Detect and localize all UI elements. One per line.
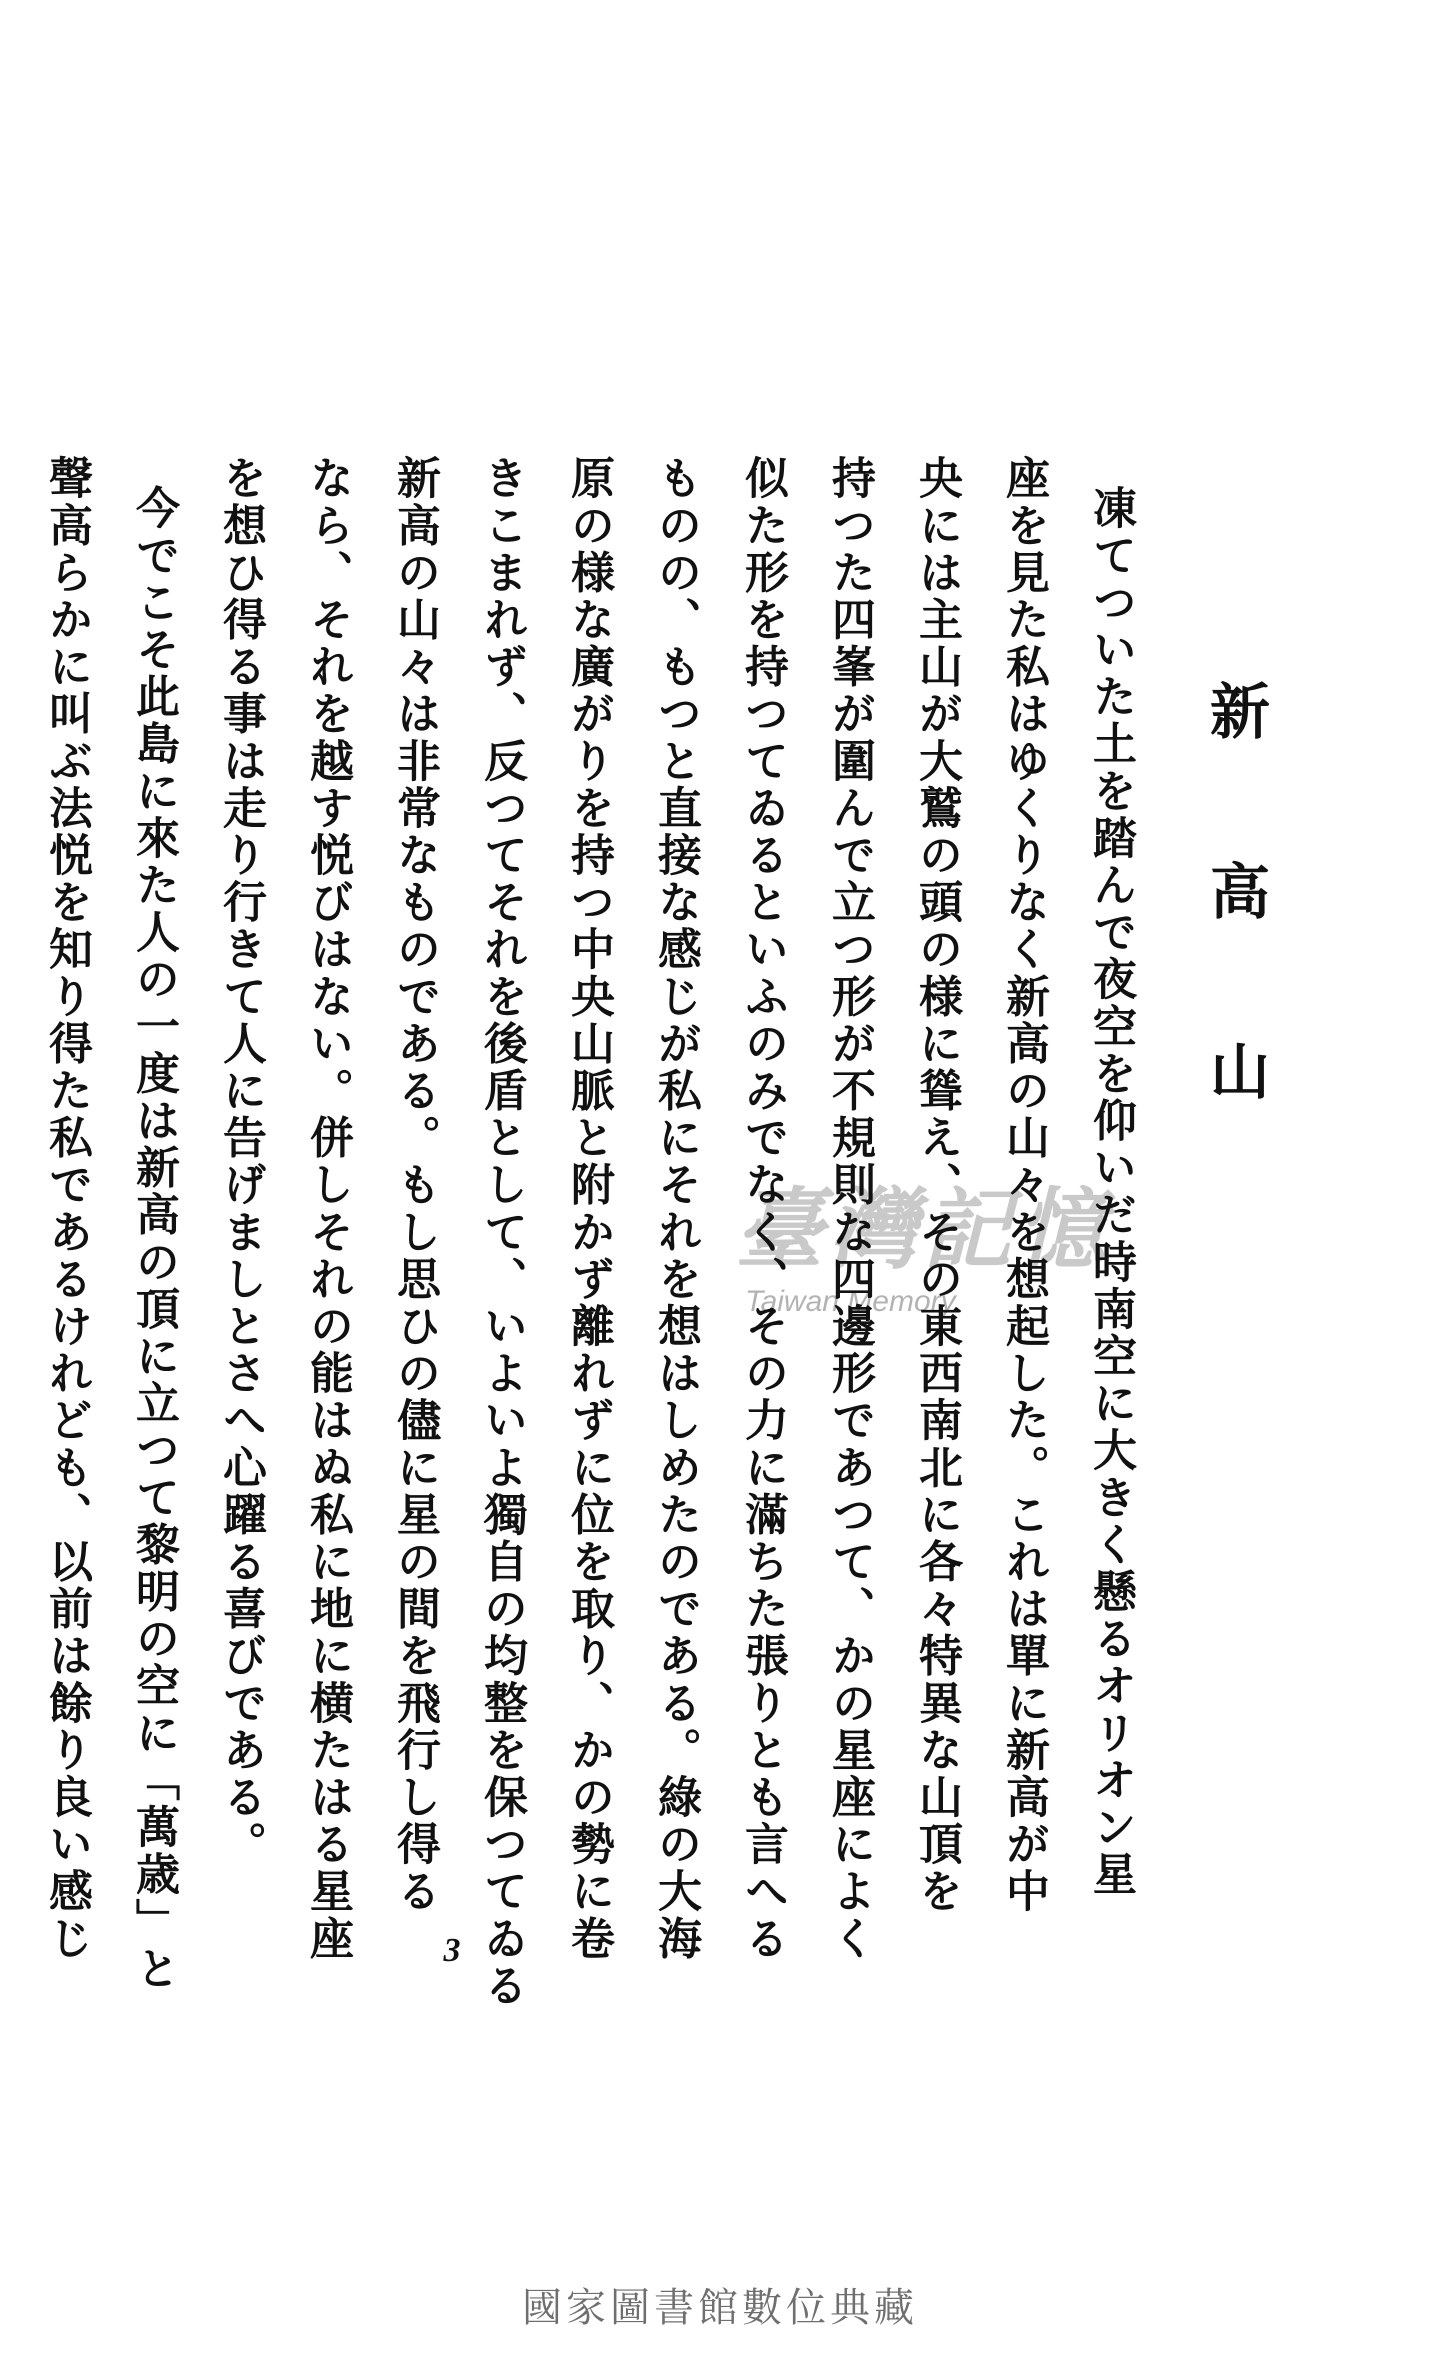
body-column-6: ものの、もつと直接な感じが私にそれを想はしめたのである。綠の大海 — [650, 455, 701, 1963]
chapter-title: 新高山 — [1200, 680, 1270, 1220]
watermark — [735, 1160, 1215, 1340]
body-column-9: 新高の山々は非常なものである。もし思ひの儘に星の間を飛行し得る — [389, 455, 440, 1916]
body-column-5: 似た形を持つてゐるといふのみでなく、その力に滿ちた張りとも言へる — [737, 455, 788, 1963]
watermark-sub-text: Taiwan Memory — [745, 1285, 956, 1318]
body-column-12: 今でこそ此島に來た人の一度は新高の頂に立つて黎明の空に「萬歳」と — [128, 485, 179, 1993]
watermark-main-text: 臺灣記憶 — [735, 1177, 1112, 1281]
page-number: 3 — [443, 1932, 461, 1969]
body-column-10: なら、それを越す悦びはない。併しそれの能はぬ私に地に横たはる星座 — [302, 455, 353, 1963]
body-column-3: 央には主山が大鷲の頭の様に聳え、その東西南北に各々特異な山頂を — [911, 455, 962, 1916]
footer-credit: 國家圖書館數位典藏 — [522, 2285, 918, 2331]
body-column-2: 座を見た私はゆくりなく新高の山々を想起した。これは單に新高が中 — [998, 455, 1049, 1916]
body-column-4: 持つた四峯が圍んで立つ形が不規則な四邊形であつて、かの星座によく — [824, 455, 875, 1963]
body-column-11: を想ひ得る事は走り行きて人に告げましとさへ心躍る喜びである。 — [215, 455, 266, 1868]
body-column-8: きこまれず、反つてそれを後盾として、いよいよ獨自の均整を保つてゐる — [476, 455, 527, 2010]
body-column-1: 凍てついた土を踏んで夜空を仰いだ時南空に大きく懸るオリオン星 — [1085, 485, 1136, 1898]
body-column-7: 原の様な廣がりを持つ中央山脈と附かず離れずに位を取り、かの勢に卷 — [563, 455, 614, 1963]
body-column-13: 聲高らかに叫ぶ法悦を知り得た私であるけれども、以前は餘り良い感じ — [41, 455, 92, 1963]
